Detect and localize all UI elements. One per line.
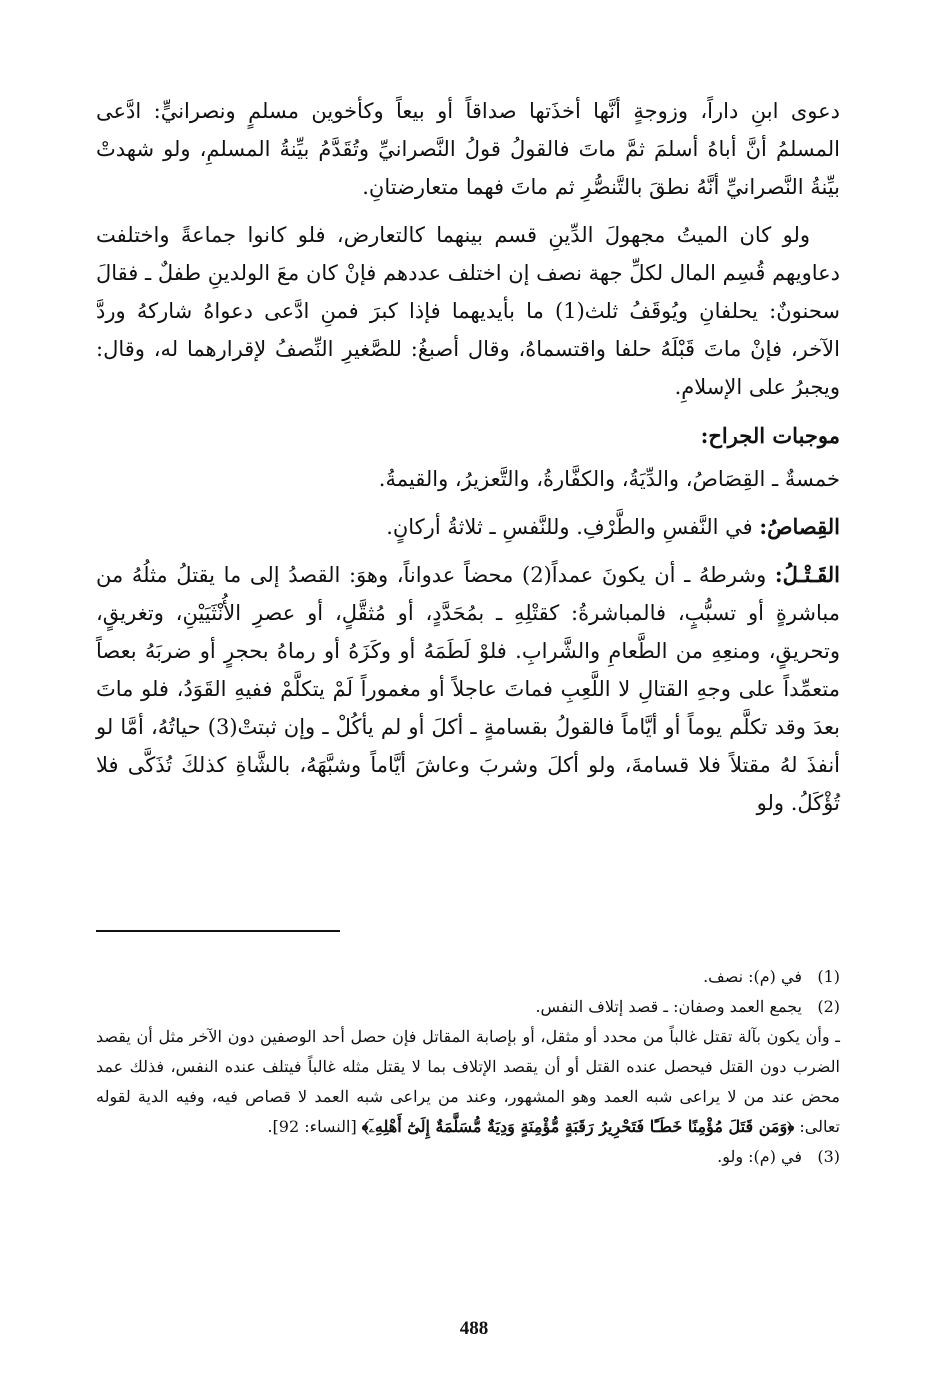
footnote-2 [96,992,840,1022]
footnote-3 [96,1142,840,1172]
footnote-2-body: ـ وأن يكون بآلة تقتل غالباً من محدد أو مثقل، أو بإصابة المقاتل فإن حصل أحد الوصفين دون الآخر مثل أن يقصد الضرب دون القتل فيحصل عنده القتل أو أن يقصد الإتلاف بما لا يقتل مثله غالباً فيتلف عنده النفس، فذلك عمد محض عند من لا يراعى شبه العمد وهو المشهور، وعند من يراعى شبه العمد لا قصاص فيه، وفيه الدية لقوله تعالى: [96,1027,840,1136]
footnotes [96,962,840,1172]
footnote-number: (2) [817,997,840,1016]
footnote-text: يجمع العمد وصفان: ـ قصد إتلاف النفس. [535,997,802,1016]
footnote-text: في (م): نصف. [703,967,802,986]
paragraph-4 [96,508,840,546]
footnote-text: في (م): ولو. [717,1147,802,1166]
quran-verse: ﴿وَمَن قَتَلَ مُؤْمِنًا خَطَـًٔا فَتَحْرِيرُ رَقَبَةٍ مُّؤْمِنَةٍ وَدِيَةٌ مُّسَلَّمَةٌ إِلَىٰٓ أَهْلِهِۦٓ﴾ [361,1117,795,1136]
term-qisas: القِصاصُ: [759,514,840,539]
main-text [96,92,840,832]
paragraph-5-text: وشرطهُ ـ أن يكونَ عمداً(2) محضاً عدواناً، وهوَ: القصدُ إلى ما يقتلُ مثلُهُ من مباشرةٍ أو تسبُّبٍ، فالمباشرةُ: كقتْلِهِ ـ بمُحَدَّدٍ، أو مُثقَّلٍ، أو عصرِ الأُنْثَيَيْنِ، وتغريقٍ، وتحريقٍ، ومنعِهِ من الطَّعامِ والشَّرابِ. فلوْ لَطَمَهُ أو وكَزَهُ أو رماهُ بحجرٍ أو ضربَهُ بعصاً متعمِّداً على وجهِ القتالِ لا اللَّعِبِ فماتَ عاجلاً أو مغموراً لَمْ يتكلَّمْ ففيهِ القَوَدُ، فلو ماتَ بعدَ وقد تكلَّم يوماً أو أيَّاماً فالقولُ بقسامةٍ ـ أكلَ أو لم يأكُلْ ـ وإن ثبتتْ(3) حياتُهُ، أمَّا لو أنفذَ لهُ مقتلاً فلا قسامةَ، ولو أكلَ وشربَ وعاشَ أيَّاماً وشبَّهَهُ، بالشَّاةِ كذلكَ تُذَكَّى فلا تُؤْكَلُ. ولو [96,563,840,815]
section-heading: موجبات الجراح: [700,423,840,448]
footnote-2-continuation [96,1022,840,1142]
paragraph-3: خمسةٌ ـ القِصَاصُ، والدِّيَةُ، والكفَّارةُ، والتَّعزيرُ، والقيمةُ. [378,467,840,491]
footnote-number: (1) [817,967,840,986]
verse-reference: [النساء: 92]. [267,1117,362,1136]
page-number: 488 [459,1318,489,1339]
paragraph-5 [96,556,840,822]
paragraph-1: دعوى ابنِ داراً، وزوجةٍ أنَّها أخذَتها صداقاً أو بيعاً وكأخوين مسلمٍ ونصرانيٍّ: ادَّعى المسلمُ أنَّ أباهُ أسلمَ ثمَّ ماتَ فالقولُ قولُ النَّصرانيِّ وتُقَدَّمُ بيِّنةُ المسلمِ، ولو شهدتْ بيِّنةُ النَّصرانيِّ أنَّهُ نطقَ بالتَّنصُّرِ ثم ماتَ فهما متعارضتانِ. [96,99,840,199]
paragraph-4-text: في النَّفسِ والطَّرْفِ. وللنَّفسِ ـ ثلاثةُ أركانٍ. [386,515,760,539]
footnote-1 [96,962,840,992]
footnote-number: (3) [817,1147,840,1166]
footnote-separator [96,930,340,932]
term-qatl: القَـتْـلُ: [774,562,841,587]
paragraph-2: ولو كان الميتُ مجهولَ الدِّينِ قسم بينهما كالتعارض، فلو كانوا جماعةً واختلفت دعاويهم قُسِم المال لكلِّ جهة نصف إن اختلف عددهم فإنْ كان معَ الولدينِ طفلٌ ـ فقالَ سحنونٌ: يحلفانِ ويُوقَفُ ثلث(1) ما بأيديهما فإذا كبرَ فمنِ ادَّعى دعواهُ شاركهُ وردَّ الآخر، فإنْ ماتَ قَبْلَهُ حلفا واقتسماهُ، وقال أصبغُ: للصَّغيرِ النِّصفُ لإقرارهما له، وقال: ويجبرُ على الإسلامِ. [96,223,840,399]
